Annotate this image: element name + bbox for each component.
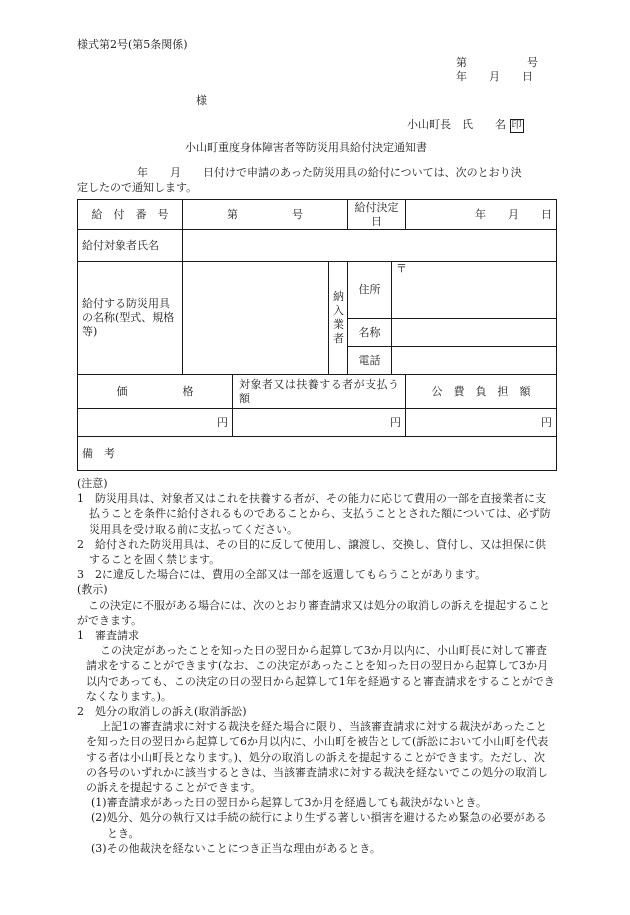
contractor-name-label: 名称	[348, 319, 392, 347]
issuer-label: 小山町長 氏 名	[407, 118, 506, 131]
issuer-name-line	[407, 117, 524, 133]
row-address	[78, 262, 557, 319]
caution-heading: (注意)	[77, 477, 108, 490]
addressee-suffix: 様	[196, 94, 207, 107]
document-number-prefix: 第	[456, 56, 467, 69]
contractor-address-label: 住所	[348, 262, 392, 319]
row-benefit-number	[78, 200, 557, 230]
benefit-number-label: 給 付 番 号	[78, 200, 183, 230]
review-request-body: この決定があったことを知った日の翌日から起算して3か月以内に、小山町長に対して審査請求をすることができます(なお、この決定があったことを知った日の翌日から起算して3か月以内であっても、この決定の日の翌日から起算して1年を経過すると審査請求をすることができなくなります。)。	[86, 644, 555, 703]
recipient-name-value	[183, 230, 557, 262]
price-label: 価 格	[78, 375, 233, 409]
row-amount-values	[78, 409, 557, 437]
seal-mark: 印	[511, 120, 522, 131]
equipment-name-value	[183, 262, 329, 375]
public-burden-label: 公 費 負 担 額	[406, 375, 557, 409]
contractor-char: 納	[333, 290, 344, 303]
remarks-label: 備 考	[78, 437, 557, 471]
document-number-suffix: 号	[527, 56, 538, 69]
intro-line-2: 定したので通知します。	[77, 181, 198, 194]
document-title: 小山町重度身体障害者等防災用具給付決定通知書	[185, 141, 427, 154]
benefit-number-dai: 第	[227, 207, 238, 221]
benefit-number-cell	[183, 200, 348, 230]
decision-date-label: 給付決定日	[348, 200, 406, 230]
recipient-name-label: 給付対象者氏名	[78, 230, 183, 262]
row-recipient	[78, 230, 557, 262]
contractor-address-value	[392, 262, 557, 319]
decision-date-value: 年 月 日	[406, 200, 557, 230]
self-payment-label: 対象者又は扶養する者が支払う額	[233, 375, 406, 409]
row-amount-headers	[78, 375, 557, 409]
revocation-suit-body: 上記1の審査請求に対する裁決を経た場合に限り、当該審査請求に対する裁決があったことを知った日の翌日から起算して6か月以内に、小山町を被告として(訴訟において小山町を代表する者は小山町長となります。)、処分の取消しの訴えを提起することができます。ただし、次の各号のいずれかに該当するときは、当該審査請求に対する裁決を経ないでこの処分の取消しの訴えを提起することができます。	[86, 720, 549, 795]
benefit-decision-table	[77, 199, 557, 471]
contractor-char: 業	[333, 318, 344, 331]
benefit-number-go: 号	[292, 207, 303, 221]
revocation-suit-heading: 2 処分の取消しの訴え(取消訴訟)	[77, 705, 247, 719]
public-burden-value: 円	[406, 409, 557, 437]
contractor-label	[329, 262, 348, 375]
instruction-heading: (教示)	[77, 583, 108, 597]
form-number: 様式第2号(第5条関係)	[77, 38, 188, 51]
instruction-intro: この決定に不服がある場合には、次のとおり審査請求又は処分の取消しの訴えを提起することができます。	[77, 598, 550, 627]
review-request-heading: 1 審査請求	[77, 629, 139, 643]
caution-item: 3 2に違反した場合には、費用の全部又は一部を返還してもらうことがあります。	[77, 568, 487, 582]
self-payment-value: 円	[233, 409, 406, 437]
contractor-phone-label: 電話	[348, 347, 392, 375]
caution-item: 1 防災用具は、対象者又はこれを扶養する者が、その能力に応じて費用の一部を直接業者に支払うことを条件に給付されるものであることから、支払うこととされた額については、必ず防災用具を受け取る前に支払ってください。	[77, 492, 551, 536]
revocation-condition: (3)その他裁決を経ないことにつき正当な理由があるとき。	[91, 841, 381, 855]
notes-section	[77, 476, 555, 856]
row-remarks	[78, 437, 557, 471]
revocation-condition: (1)審査請求があった日の翌日から起算して3か月を経過しても裁決がないとき。	[91, 796, 488, 810]
revocation-condition: (2)処分、処分の執行又は手続の続行により生ずる著しい損害を避けるため緊急の必要があるとき。	[91, 811, 547, 840]
price-value: 円	[78, 409, 233, 437]
document-date: 年 月 日	[456, 70, 533, 83]
contractor-char: 者	[333, 332, 344, 345]
contractor-char: 入	[333, 304, 344, 317]
postal-mark: 〒	[396, 262, 407, 275]
equipment-name-label: 給付する防災用具の名称(型式、規格等)	[78, 262, 183, 375]
contractor-phone-value	[392, 347, 557, 375]
intro-line-1: 年 月 日付けで申請のあった防災用具の給付については、次のとおり決	[137, 166, 522, 179]
contractor-name-value	[392, 319, 557, 347]
caution-item: 2 給付された防災用具は、その目的に反して使用し、譲渡し、交換し、貸付し、又は担保に供することを固く禁じます。	[77, 537, 546, 567]
